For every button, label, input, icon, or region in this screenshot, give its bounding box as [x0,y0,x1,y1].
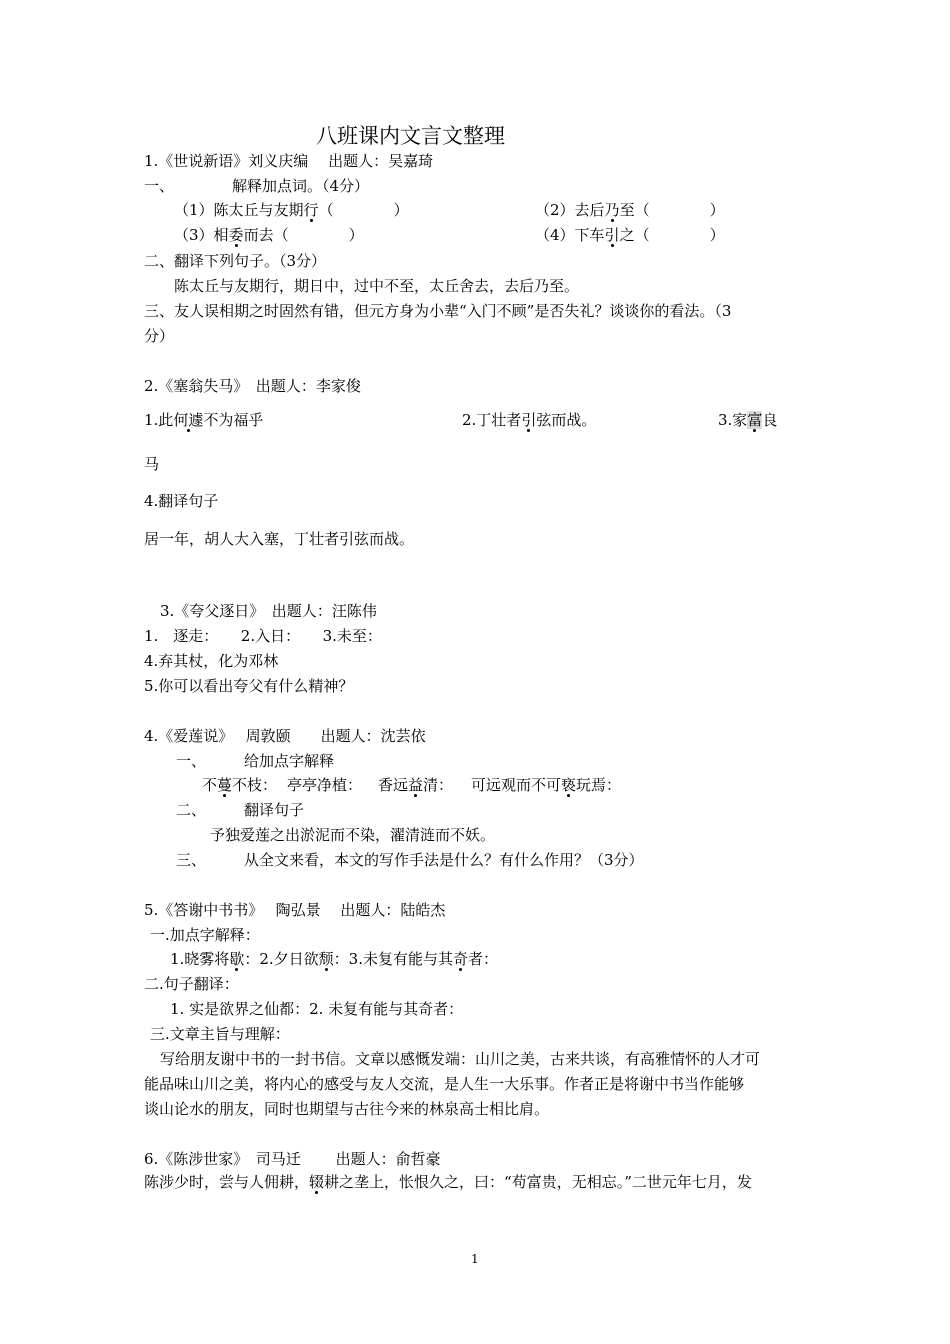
section-4-word-3 [378,775,453,795]
item-text: 香远 [378,776,409,794]
item-text: 不 [202,776,218,794]
section-5-q3: 三.文章主旨与理解： [150,1025,290,1043]
item-text: ：3.未复有能与其 [333,950,453,968]
section-1-header: 1.《世说新语》刘义庆编 出题人：吴嘉琦 [144,152,434,170]
section-3-line-1: 1. 逐走： 2.入日： 3.未至： [144,627,382,645]
section-4-q3-text: 从全文来看，本文的写作手法是什么？有什么作用？（3分） [244,851,644,869]
dotted-char: 乃 [604,201,620,219]
item-text: 1.晓雾将 [170,950,230,968]
section-5-header: 5.《答谢中书书》 陶弘景 出题人：陆皓杰 [144,901,446,919]
item-text: （2）去后 [535,201,605,219]
dotted-char: 颓 [318,950,334,968]
section-4-q1-number: 一、 [176,752,207,770]
dotted-char: 亵 [561,776,577,794]
section-3-line-3: 5.你可以看出夸父有什么精神？ [144,677,354,695]
page-number: 1 [471,1252,479,1266]
item-blank: 之（ ） [619,226,725,244]
section-3-header: 3.《夸父逐日》 出题人：汪陈伟 [160,602,377,620]
section-4-q2-text: 翻译句子 [244,801,305,819]
section-5-q2: 二.句子翻译： [144,975,239,993]
section-4-word-4 [471,775,621,795]
dotted-char: 辍 [309,1173,325,1191]
item-text: （3）相 [174,226,229,244]
item-blank: 而去（ ） [243,226,364,244]
item-text: （1）陈太丘与友期 [174,201,304,219]
section-2-item-1 [144,410,263,430]
section-2-item-2 [462,410,596,430]
dotted-char: 行 [303,201,319,219]
item-text: 耕之垄上，怅恨久之，曰：“苟富贵，无相忘。”二世元年七月，发 [324,1173,752,1191]
section-1-q1-number: 一、 [144,177,175,195]
section-5-words [170,949,498,969]
item-text: 清： [423,776,454,794]
section-5-paragraph-line-2: 能品味山川之美，将内心的感受与友人交流，是人生一大乐事。作者正是将谢中书当作能够 [144,1075,745,1093]
item-text: 1.此 [144,411,174,429]
item-text: 陈涉少时，尝与人佣耕， [144,1173,310,1191]
section-4-q3-number: 三、 [176,851,207,869]
item-text: 良 [762,411,778,429]
section-4-header: 4.《爱莲说》 周敦颐 出题人：沈芸依 [144,727,426,745]
section-1-item-4 [535,225,725,245]
dotted-char: 蔓 [217,776,233,794]
section-2-q4-sentence: 居一年，胡人大入塞，丁壮者引弦而战。 [144,530,415,548]
section-1-item-1 [174,200,409,220]
section-4-q2-number: 二、 [176,801,207,819]
dotted-char: 引 [521,411,537,429]
section-1-q3-line-2: 分） [144,327,175,345]
dotted-char: 益 [408,776,424,794]
section-2-item-3 [718,410,777,430]
item-text: 者： [467,950,498,968]
item-text: 弦而战。 [536,411,597,429]
section-1-q2: 二、翻译下列句子。（3分） [144,252,327,270]
dotted-chars [173,411,203,429]
section-1-q2-sentence: 陈太丘与友期行，期日中，过中不至，太丘舍去，去后乃至。 [174,277,580,295]
dotted-char: 委 [228,226,244,244]
item-text: 2.丁壮者 [462,411,522,429]
section-2-header: 2.《塞翁失马》 出题人：李家俊 [144,377,361,395]
section-6-header: 6.《陈涉世家》 司马迁 出题人：俞哲豪 [144,1150,441,1168]
item-text: ：2.夕日欲 [244,950,319,968]
section-5-q2-text: 1. 实是欲界之仙都：2. 未复有能与其奇者： [170,1000,464,1018]
dotted-char: 奇 [452,950,468,968]
section-4-q1-text: 给加点字解释 [244,752,335,770]
dotted-char: 何遽 [173,411,204,429]
section-5-paragraph-line-1: 写给朋友谢中书的一封书信。文章以感慨发端：山川之美，古来共谈，有高雅情怀的人才可 [160,1050,761,1068]
section-4-word-2: 亭亭净植： [287,776,363,794]
section-5-q1: 一.加点字解释： [150,926,260,944]
item-text: 可远观而不可 [471,776,562,794]
dotted-char: 引 [604,226,620,244]
section-6-paragraph-line-1 [144,1172,752,1192]
section-5-paragraph-line-3: 谈山论水的朋友，同时也期望与古往今来的林泉高士相比肩。 [144,1100,550,1118]
section-1-q1-text: 解释加点词。（4分） [232,177,370,195]
item-blank: 至（ ） [619,201,725,219]
section-3-line-2: 4.弃其杖，化为邓林 [144,652,279,670]
section-4-word-1 [202,775,277,795]
item-text: 不枝： [232,776,278,794]
item-text: 不为福乎 [203,411,264,429]
section-1-item-2 [535,200,725,220]
item-text: 3.家 [718,411,748,429]
page-title: 八班课内文言文整理 [316,124,505,148]
dotted-char: 富 [747,411,763,429]
item-text: 玩焉： [576,776,622,794]
item-text: （4）下车 [535,226,605,244]
section-1-item-3 [174,225,364,245]
section-1-q3-line-1: 三、友人误相期之时固然有错，但元方身为小辈“入门不顾”是否失礼？谈谈你的看法。（3 [144,302,732,320]
item-blank: （ ） [318,201,409,219]
dotted-char: 歇 [229,950,245,968]
section-2-q4: 4.翻译句子 [144,492,219,510]
section-2-item-3-continued: 马 [144,455,160,473]
section-4-q2-sentence: 予独爱莲之出淤泥而不染，濯清涟而不妖。 [210,826,496,844]
